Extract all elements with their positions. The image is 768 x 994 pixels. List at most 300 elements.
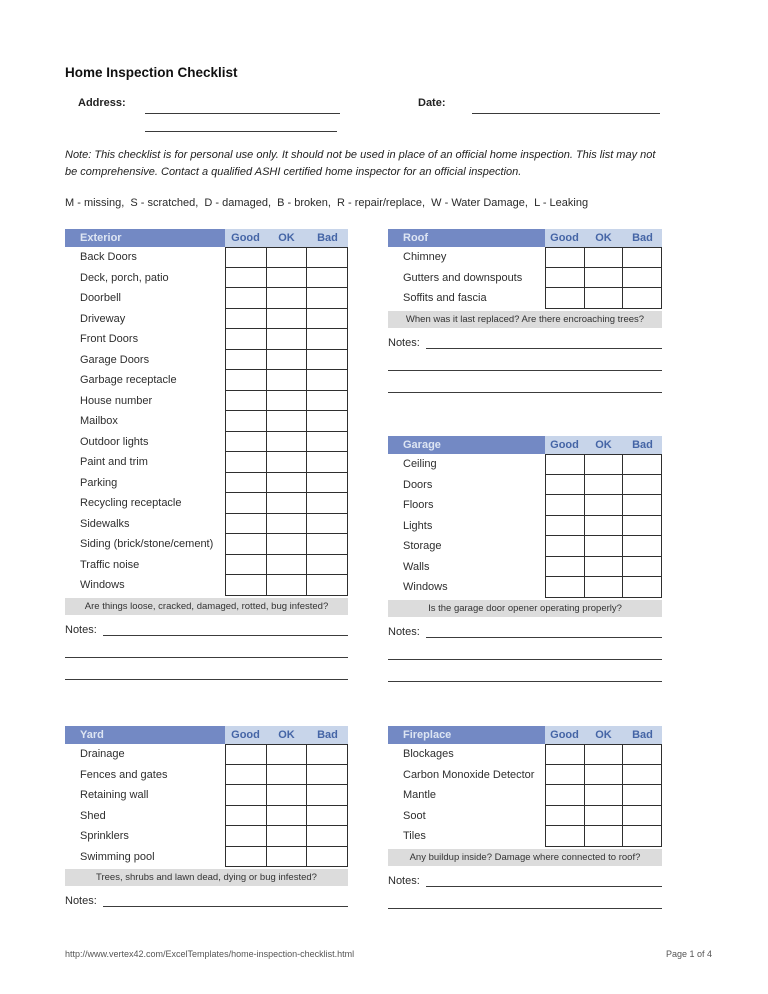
ok-checkbox-cell[interactable] [267,575,308,595]
notes-line[interactable] [388,638,662,660]
ok-checkbox-cell[interactable] [585,557,624,577]
rating-boxes [545,454,662,475]
date-label: Date: [418,97,446,109]
notes-label: Notes: [388,874,420,887]
good-checkbox-cell[interactable] [226,248,267,267]
item-label: Soffits and fascia [403,292,487,305]
bad-checkbox-cell[interactable] [307,391,347,411]
rating-boxes [545,826,662,847]
item-label: Tiles [403,830,426,843]
item-label: Outdoor lights [80,435,149,448]
section-roof [388,229,662,393]
ok-checkbox-cell[interactable] [267,268,308,288]
good-checkbox-cell[interactable] [226,370,267,390]
good-checkbox-cell[interactable] [226,411,267,431]
notes-line[interactable] [388,349,662,371]
date-input-line[interactable] [472,99,660,114]
item-label: Mantle [403,789,437,802]
ok-checkbox-cell[interactable] [267,370,308,390]
checklist-row [388,557,662,578]
item-label: Windows [403,581,448,594]
good-checkbox-cell[interactable] [226,493,267,513]
rating-boxes [225,473,348,494]
checklist-row [388,495,662,516]
good-checkbox-cell[interactable] [226,826,267,846]
bad-checkbox-cell[interactable] [307,826,347,846]
bad-checkbox-cell[interactable] [307,493,347,513]
bad-checkbox-cell[interactable] [307,555,347,575]
item-label: Doorbell [80,292,121,305]
checklist-row [388,454,662,475]
bad-checkbox-cell[interactable] [623,765,661,785]
section-notes [65,621,348,680]
column-bad-label: Bad [632,729,653,741]
column-bad-label: Bad [317,729,338,741]
item-label: Soot [403,809,426,822]
bad-checkbox-cell[interactable] [623,475,661,495]
disclaimer-note: Note: This checklist is for personal use only. It should not be used in place of an official home inspection. This list may not be comprehensive. Contact a qualified ASHI certified home inspector for an official inspection. [65,149,656,178]
ok-checkbox-cell[interactable] [585,268,624,288]
rating-boxes [225,806,348,827]
item-label: House number [80,394,153,407]
good-checkbox-cell[interactable] [546,557,585,577]
checklist-row [65,452,348,473]
ok-checkbox-cell[interactable] [267,847,308,867]
bad-checkbox-cell[interactable] [307,248,347,267]
column-bad-label: Bad [632,232,653,244]
checklist-rows [388,454,662,598]
checklist-row [65,370,348,391]
rating-boxes [225,268,348,289]
section-header [388,229,662,247]
notes-line[interactable] [65,636,348,658]
notes-line[interactable] [388,887,662,909]
item-label: Mailbox [80,415,118,428]
ok-checkbox-cell[interactable] [585,475,624,495]
rating-boxes [545,475,662,496]
section-notes [65,892,348,907]
item-label: Ceiling [403,458,437,471]
good-checkbox-cell[interactable] [226,391,267,411]
item-label: Doors [403,478,433,491]
section-garage [388,436,662,682]
section-notes [388,872,662,909]
good-checkbox-cell[interactable] [226,473,267,493]
ok-checkbox-cell[interactable] [267,288,308,308]
section-fireplace [388,726,662,909]
rating-boxes [545,495,662,516]
column-ok-label: OK [278,232,295,244]
page-footer [65,949,712,959]
ok-checkbox-cell[interactable] [585,516,624,536]
item-label: Storage [403,540,442,553]
rating-boxes [225,288,348,309]
bad-checkbox-cell[interactable] [623,577,661,597]
address-input-line-2[interactable] [145,117,337,132]
section-notes [388,334,662,393]
good-checkbox-cell[interactable] [226,765,267,785]
ok-checkbox-cell[interactable] [267,514,308,534]
checklist-row [388,475,662,496]
bad-checkbox-cell[interactable] [307,785,347,805]
checklist-row [65,826,348,847]
item-label: Shed [80,809,106,822]
bad-checkbox-cell[interactable] [307,534,347,554]
section-title: Roof [388,229,545,247]
ok-checkbox-cell[interactable] [585,495,624,515]
notes-label: Notes: [65,895,97,907]
ok-checkbox-cell[interactable] [585,785,624,805]
column-ok-label: OK [595,729,612,741]
good-checkbox-cell[interactable] [226,785,267,805]
rating-boxes [225,247,348,268]
bad-checkbox-cell[interactable] [623,785,661,805]
bad-checkbox-cell[interactable] [307,350,347,370]
ok-checkbox-cell[interactable] [267,248,308,267]
bad-checkbox-cell[interactable] [307,514,347,534]
rating-boxes [225,534,348,555]
checklist-rows [65,744,348,867]
ok-checkbox-cell[interactable] [267,765,308,785]
ok-checkbox-cell[interactable] [585,745,624,764]
footer-page-number: Page 1 of 4 [665,949,712,959]
checklist-row [65,806,348,827]
footer-url: http://www.vertex42.com/ExcelTemplates/home-inspection-checklist.html [65,949,355,959]
item-label: Carbon Monoxide Detector [403,768,535,781]
ok-checkbox-cell[interactable] [267,411,308,431]
rating-boxes [545,247,662,268]
column-ok-label: OK [595,232,612,244]
section-question: Is the garage door opener operating properly? [388,600,662,617]
column-good-label: Good [550,232,579,244]
checklist-row [65,288,348,309]
checklist-row [388,577,662,598]
notes-line[interactable] [426,624,662,638]
page-title: Home Inspection Checklist [65,65,238,80]
ok-checkbox-cell[interactable] [585,826,624,846]
item-label: Sprinklers [80,830,129,843]
bad-checkbox-cell[interactable] [307,370,347,390]
column-good-label: Good [231,729,260,741]
good-checkbox-cell[interactable] [546,248,585,267]
rating-boxes [225,765,348,786]
good-checkbox-cell[interactable] [226,432,267,452]
item-label: Blockages [403,748,454,761]
item-label: Garage Doors [80,353,150,366]
good-checkbox-cell[interactable] [226,350,267,370]
item-label: Swimming pool [80,850,155,863]
column-bad-label: Bad [317,232,338,244]
item-label: Fences and gates [80,768,168,781]
good-checkbox-cell[interactable] [226,268,267,288]
rating-boxes [545,785,662,806]
good-checkbox-cell[interactable] [546,268,585,288]
bad-checkbox-cell[interactable] [623,288,661,308]
rating-boxes [545,744,662,765]
column-good-label: Good [550,729,579,741]
rating-column-headers [545,229,662,247]
item-label: Front Doors [80,333,139,346]
ok-checkbox-cell[interactable] [267,745,308,764]
checklist-row [65,247,348,268]
good-checkbox-cell[interactable] [226,555,267,575]
rating-boxes [225,350,348,371]
item-label: Paint and trim [80,456,148,469]
bad-checkbox-cell[interactable] [307,268,347,288]
checklist-row [388,247,662,268]
checklist-row [65,744,348,765]
checklist-row [65,575,348,596]
checklist-row [65,350,348,371]
notes-line[interactable] [388,371,662,393]
abbreviation-legend: M - missing, S - scratched, D - damaged, B - broken, R - repair/replace, W - Water Damage, L - Leaking [65,197,589,209]
rating-boxes [225,744,348,765]
rating-column-headers [225,726,348,744]
item-label: Sidewalks [80,517,130,530]
bad-checkbox-cell[interactable] [307,411,347,431]
bad-checkbox-cell[interactable] [307,806,347,826]
address-label: Address: [78,97,126,109]
bad-checkbox-cell[interactable] [623,248,661,267]
bad-checkbox-cell[interactable] [307,575,347,595]
checklist-row [65,493,348,514]
column-bad-label: Bad [632,439,653,451]
checklist-row [388,288,662,309]
rating-boxes [225,432,348,453]
ok-checkbox-cell[interactable] [267,826,308,846]
item-label: Gutters and downspouts [403,271,523,284]
checklist-row [65,534,348,555]
checklist-row [388,744,662,765]
good-checkbox-cell[interactable] [546,826,585,846]
good-checkbox-cell[interactable] [226,847,267,867]
checklist-row [65,411,348,432]
good-checkbox-cell[interactable] [226,514,267,534]
rating-boxes [545,765,662,786]
bad-checkbox-cell[interactable] [623,826,661,846]
ok-checkbox-cell[interactable] [585,806,624,826]
good-checkbox-cell[interactable] [546,745,585,764]
good-checkbox-cell[interactable] [226,745,267,764]
checklist-row [65,432,348,453]
bad-checkbox-cell[interactable] [307,432,347,452]
ok-checkbox-cell[interactable] [585,765,624,785]
ok-checkbox-cell[interactable] [267,309,308,329]
bad-checkbox-cell[interactable] [623,455,661,474]
bad-checkbox-cell[interactable] [307,329,347,349]
rating-boxes [225,514,348,535]
section-header [65,229,348,247]
rating-column-headers [225,229,348,247]
ok-checkbox-cell[interactable] [585,455,624,474]
ok-checkbox-cell[interactable] [267,329,308,349]
notes-label: Notes: [65,623,97,636]
section-question: Trees, shrubs and lawn dead, dying or bug infested? [65,869,348,886]
good-checkbox-cell[interactable] [226,806,267,826]
rating-boxes [545,536,662,557]
checklist-row [65,847,348,868]
ok-checkbox-cell[interactable] [585,577,624,597]
good-checkbox-cell[interactable] [226,452,267,472]
ok-checkbox-cell[interactable] [267,785,308,805]
bad-checkbox-cell[interactable] [623,536,661,556]
rating-boxes [545,288,662,309]
rating-boxes [225,411,348,432]
bad-checkbox-cell[interactable] [623,745,661,764]
notes-line[interactable] [426,335,662,349]
ok-checkbox-cell[interactable] [585,536,624,556]
checklist-row [65,514,348,535]
ok-checkbox-cell[interactable] [267,534,308,554]
checklist-row [65,329,348,350]
section-header [65,726,348,744]
section-header [388,436,662,454]
checklist-row [388,765,662,786]
item-label: Drainage [80,748,125,761]
rating-boxes [545,516,662,537]
notes-line[interactable] [388,660,662,682]
ok-checkbox-cell[interactable] [267,473,308,493]
checklist-row [65,473,348,494]
item-label: Windows [80,579,125,592]
notes-line[interactable] [426,873,662,887]
checklist-row [388,536,662,557]
section-exterior [65,229,348,680]
checklist-row [65,309,348,330]
good-checkbox-cell[interactable] [546,495,585,515]
item-label: Traffic noise [80,558,140,571]
good-checkbox-cell[interactable] [226,329,267,349]
good-checkbox-cell[interactable] [546,785,585,805]
address-input-line-1[interactable] [145,99,340,114]
ok-checkbox-cell[interactable] [267,350,308,370]
ok-checkbox-cell[interactable] [585,248,624,267]
section-notes [388,623,662,682]
rating-boxes [225,309,348,330]
ok-checkbox-cell[interactable] [267,391,308,411]
notes-line[interactable] [103,622,348,636]
ok-checkbox-cell[interactable] [267,493,308,513]
item-label: Recycling receptacle [80,497,182,510]
rating-boxes [225,847,348,868]
bad-checkbox-cell[interactable] [307,847,347,867]
item-label: Parking [80,476,118,489]
notes-label: Notes: [388,625,420,638]
item-label: Garbage receptacle [80,374,177,387]
rating-boxes [225,785,348,806]
section-title: Yard [65,726,225,744]
rating-boxes [225,329,348,350]
rating-boxes [225,575,348,596]
bad-checkbox-cell[interactable] [623,268,661,288]
ok-checkbox-cell[interactable] [267,555,308,575]
good-checkbox-cell[interactable] [546,288,585,308]
rating-boxes [225,555,348,576]
good-checkbox-cell[interactable] [546,475,585,495]
rating-column-headers [545,436,662,454]
bad-checkbox-cell[interactable] [307,473,347,493]
section-yard [65,726,348,907]
ok-checkbox-cell[interactable] [267,806,308,826]
bad-checkbox-cell[interactable] [623,516,661,536]
bad-checkbox-cell[interactable] [623,557,661,577]
column-ok-label: OK [278,729,295,741]
good-checkbox-cell[interactable] [226,534,267,554]
rating-boxes [225,391,348,412]
ok-checkbox-cell[interactable] [267,452,308,472]
item-label: Chimney [403,251,447,264]
good-checkbox-cell[interactable] [546,516,585,536]
checklist-row [388,516,662,537]
checklist-row [388,806,662,827]
checklist-rows [65,247,348,596]
item-label: Driveway [80,312,126,325]
bad-checkbox-cell[interactable] [623,495,661,515]
good-checkbox-cell[interactable] [226,309,267,329]
ok-checkbox-cell[interactable] [585,288,624,308]
checklist-rows [388,744,662,847]
item-label: Floors [403,499,434,512]
item-label: Siding (brick/stone/cement) [80,538,214,551]
checklist-row [388,268,662,289]
item-label: Walls [403,560,430,573]
rating-boxes [225,452,348,473]
section-question: Are things loose, cracked, damaged, rotted, bug infested? [65,598,348,615]
checklist-row [388,826,662,847]
column-good-label: Good [550,439,579,451]
column-good-label: Good [231,232,260,244]
good-checkbox-cell[interactable] [546,536,585,556]
checklist-row [388,785,662,806]
rating-column-headers [545,726,662,744]
checklist-row [65,555,348,576]
section-title: Fireplace [388,726,545,744]
notes-line[interactable] [65,658,348,680]
checklist-rows [388,247,662,309]
bad-checkbox-cell[interactable] [307,288,347,308]
good-checkbox-cell[interactable] [226,288,267,308]
section-header [388,726,662,744]
item-label: Lights [403,519,433,532]
good-checkbox-cell[interactable] [226,575,267,595]
section-title: Garage [388,436,545,454]
good-checkbox-cell[interactable] [546,765,585,785]
rating-boxes [225,370,348,391]
item-label: Deck, porch, patio [80,271,169,284]
notes-line[interactable] [103,893,348,907]
section-question: When was it last replaced? Are there encroaching trees? [388,311,662,328]
bad-checkbox-cell[interactable] [307,309,347,329]
good-checkbox-cell[interactable] [546,806,585,826]
section-question: Any buildup inside? Damage where connected to roof? [388,849,662,866]
checklist-row [65,765,348,786]
ok-checkbox-cell[interactable] [267,432,308,452]
bad-checkbox-cell[interactable] [307,745,347,764]
checklist-row [65,391,348,412]
column-ok-label: OK [595,439,612,451]
bad-checkbox-cell[interactable] [307,765,347,785]
rating-boxes [225,493,348,514]
rating-boxes [545,806,662,827]
good-checkbox-cell[interactable] [546,455,585,474]
good-checkbox-cell[interactable] [546,577,585,597]
notes-label: Notes: [388,336,420,349]
bad-checkbox-cell[interactable] [307,452,347,472]
bad-checkbox-cell[interactable] [623,806,661,826]
rating-boxes [545,268,662,289]
rating-boxes [225,826,348,847]
item-label: Back Doors [80,251,137,264]
